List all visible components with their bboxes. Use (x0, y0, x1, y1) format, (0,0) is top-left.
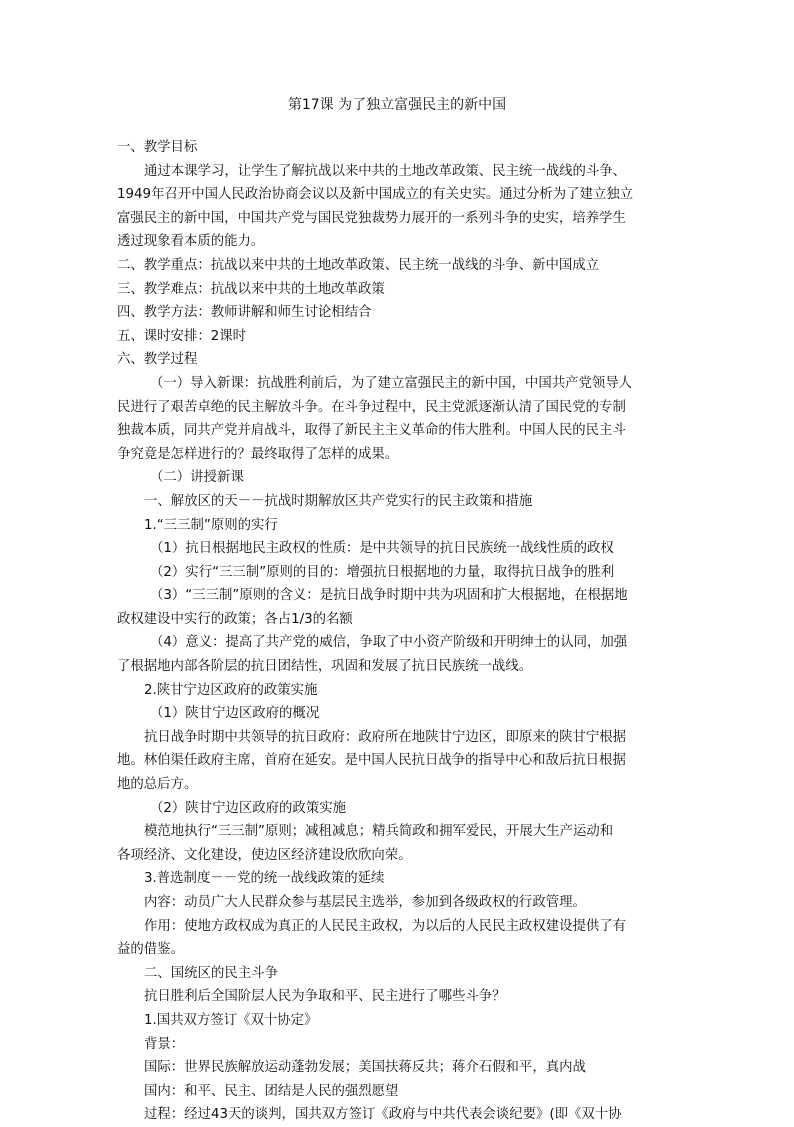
text-line: 五、课时安排：2课时 (117, 328, 247, 344)
text-line: 六、教学过程 (117, 352, 198, 368)
text-line: （4）意义：提高了共产党的威信，争取了中小资产阶级和开明绅士的认同，加强 (150, 635, 628, 651)
text-line: 抗日战争时期中共领导的抗日政府：政府所在地陕甘宁边区，即原来的陕甘宁根据 (144, 729, 627, 745)
text-line: 一、教学目标 (117, 140, 198, 155)
text-line: （3）“三三制”原则的含义：是抗日战争时期中共为巩固和扩大根据地，在根据地 (150, 588, 628, 604)
text-line: 二、国统区的民主斗争 (144, 965, 278, 981)
text-line: 过程：经过43天的谈判，国共双方签订《政府与中共代表会谈纪要》(即《双十协 (144, 1107, 622, 1123)
text-line: 独裁本质，同共产党并肩战斗，取得了新民主主义革命的伟大胜利。中国人民的民主斗 (117, 423, 626, 439)
text-line: 作用：使地方政权成为真正的人民民主政权，为以后的人民民主政权建设提供了有 (144, 918, 627, 934)
text-line: 富强民主的新中国，中国共产党与国民党独裁势力展开的一系列斗争的史实，培养学生 (117, 210, 626, 226)
text-line: 1.“三三制”原则的实行 (144, 517, 278, 533)
text-line: 民进行了艰苦卓绝的民主解放斗争。在斗争过程中，民主党派逐渐认清了国民党的专制 (117, 399, 626, 415)
text-line: 透过现象看本质的能力。 (117, 234, 265, 250)
text-line: （二）讲授新课 (150, 470, 244, 486)
text-line: （1）抗日根据地民主政权的性质：是中共领导的抗日民族统一战线性质的政权 (150, 541, 614, 557)
text-line: 内容：动员广大人民群众参与基层民主选举，参加到各级政权的行政管理。 (144, 895, 586, 910)
text-line: 地的总后方。 (117, 777, 198, 793)
document-title: 第17课 为了独立富强民主的新中国 (287, 97, 507, 113)
text-line: 争究竟是怎样进行的？最终取得了怎样的成果。 (117, 446, 399, 462)
text-line: 背景： (144, 1036, 185, 1052)
text-line: （2）实行“三三制”原则的目的：增强抗日根据地的力量，取得抗日战争的胜利 (150, 564, 615, 580)
text-line: 一、解放区的天－－抗战时期解放区共产党实行的民主政策和措施 (144, 493, 533, 509)
text-line: （1）陕甘宁边区政府的概况 (150, 706, 320, 722)
text-line: 模范地执行“三三制”原则；减租减息；精兵简政和拥军爱民，开展大生产运动和 (144, 824, 614, 840)
text-line: 益的借鉴。 (117, 942, 184, 958)
text-line: 三、教学难点：抗战以来中共的土地改革政策 (117, 281, 385, 297)
text-line: 2.陕甘宁边区政府的政策实施 (144, 682, 318, 698)
text-line: 了根据地内部各阶层的抗日团结性，巩固和发展了抗日民族统一战线。 (117, 659, 533, 675)
text-line: 1949年召开中国人民政治协商会议以及新中国成立的有关史实。通过分析为了建立独立 (117, 187, 634, 203)
document-body (117, 136, 677, 1127)
text-line: 国际：世界民族解放运动蓬勃发展；美国扶蒋反共；蒋介石假和平，真内战 (144, 1060, 586, 1076)
text-line: 通过本课学习，让学生了解抗战以来中共的土地改革政策、民主统一战线的斗争、 (144, 163, 627, 179)
text-line: 各项经济、文化建设，使边区经济建设欣欣向荣。 (117, 847, 412, 863)
text-line: 地。林伯渠任政府主席，首府在延安。是中国人民抗日战争的指导中心和敌后抗日根据 (117, 753, 626, 769)
text-line: 抗日胜利后全国阶层人民为争取和平、民主进行了哪些斗争？ (144, 989, 506, 1005)
text-line: 1.国共双方签订《双十协定》 (144, 1012, 318, 1028)
text-line: 二、教学重点：抗战以来中共的土地改革政策、民主统一战线的斗争、新中国成立 (117, 257, 600, 273)
text-line: 3.普选制度－－党的统一战线政策的延续 (144, 871, 385, 887)
text-line: （2）陕甘宁边区政府的政策实施 (150, 800, 346, 816)
text-line: （一）导入新课：抗战胜利前后，为了建立富强民主的新中国，中国共产党领导人 (150, 375, 633, 391)
text-line: 国内：和平、民主、团结是人民的强烈愿望 (144, 1083, 399, 1099)
text-line: 四、教学方法：教师讲解和师生讨论相结合 (117, 305, 372, 321)
text-line: 政权建设中实行的政策；各占1/3的名额 (117, 611, 353, 627)
